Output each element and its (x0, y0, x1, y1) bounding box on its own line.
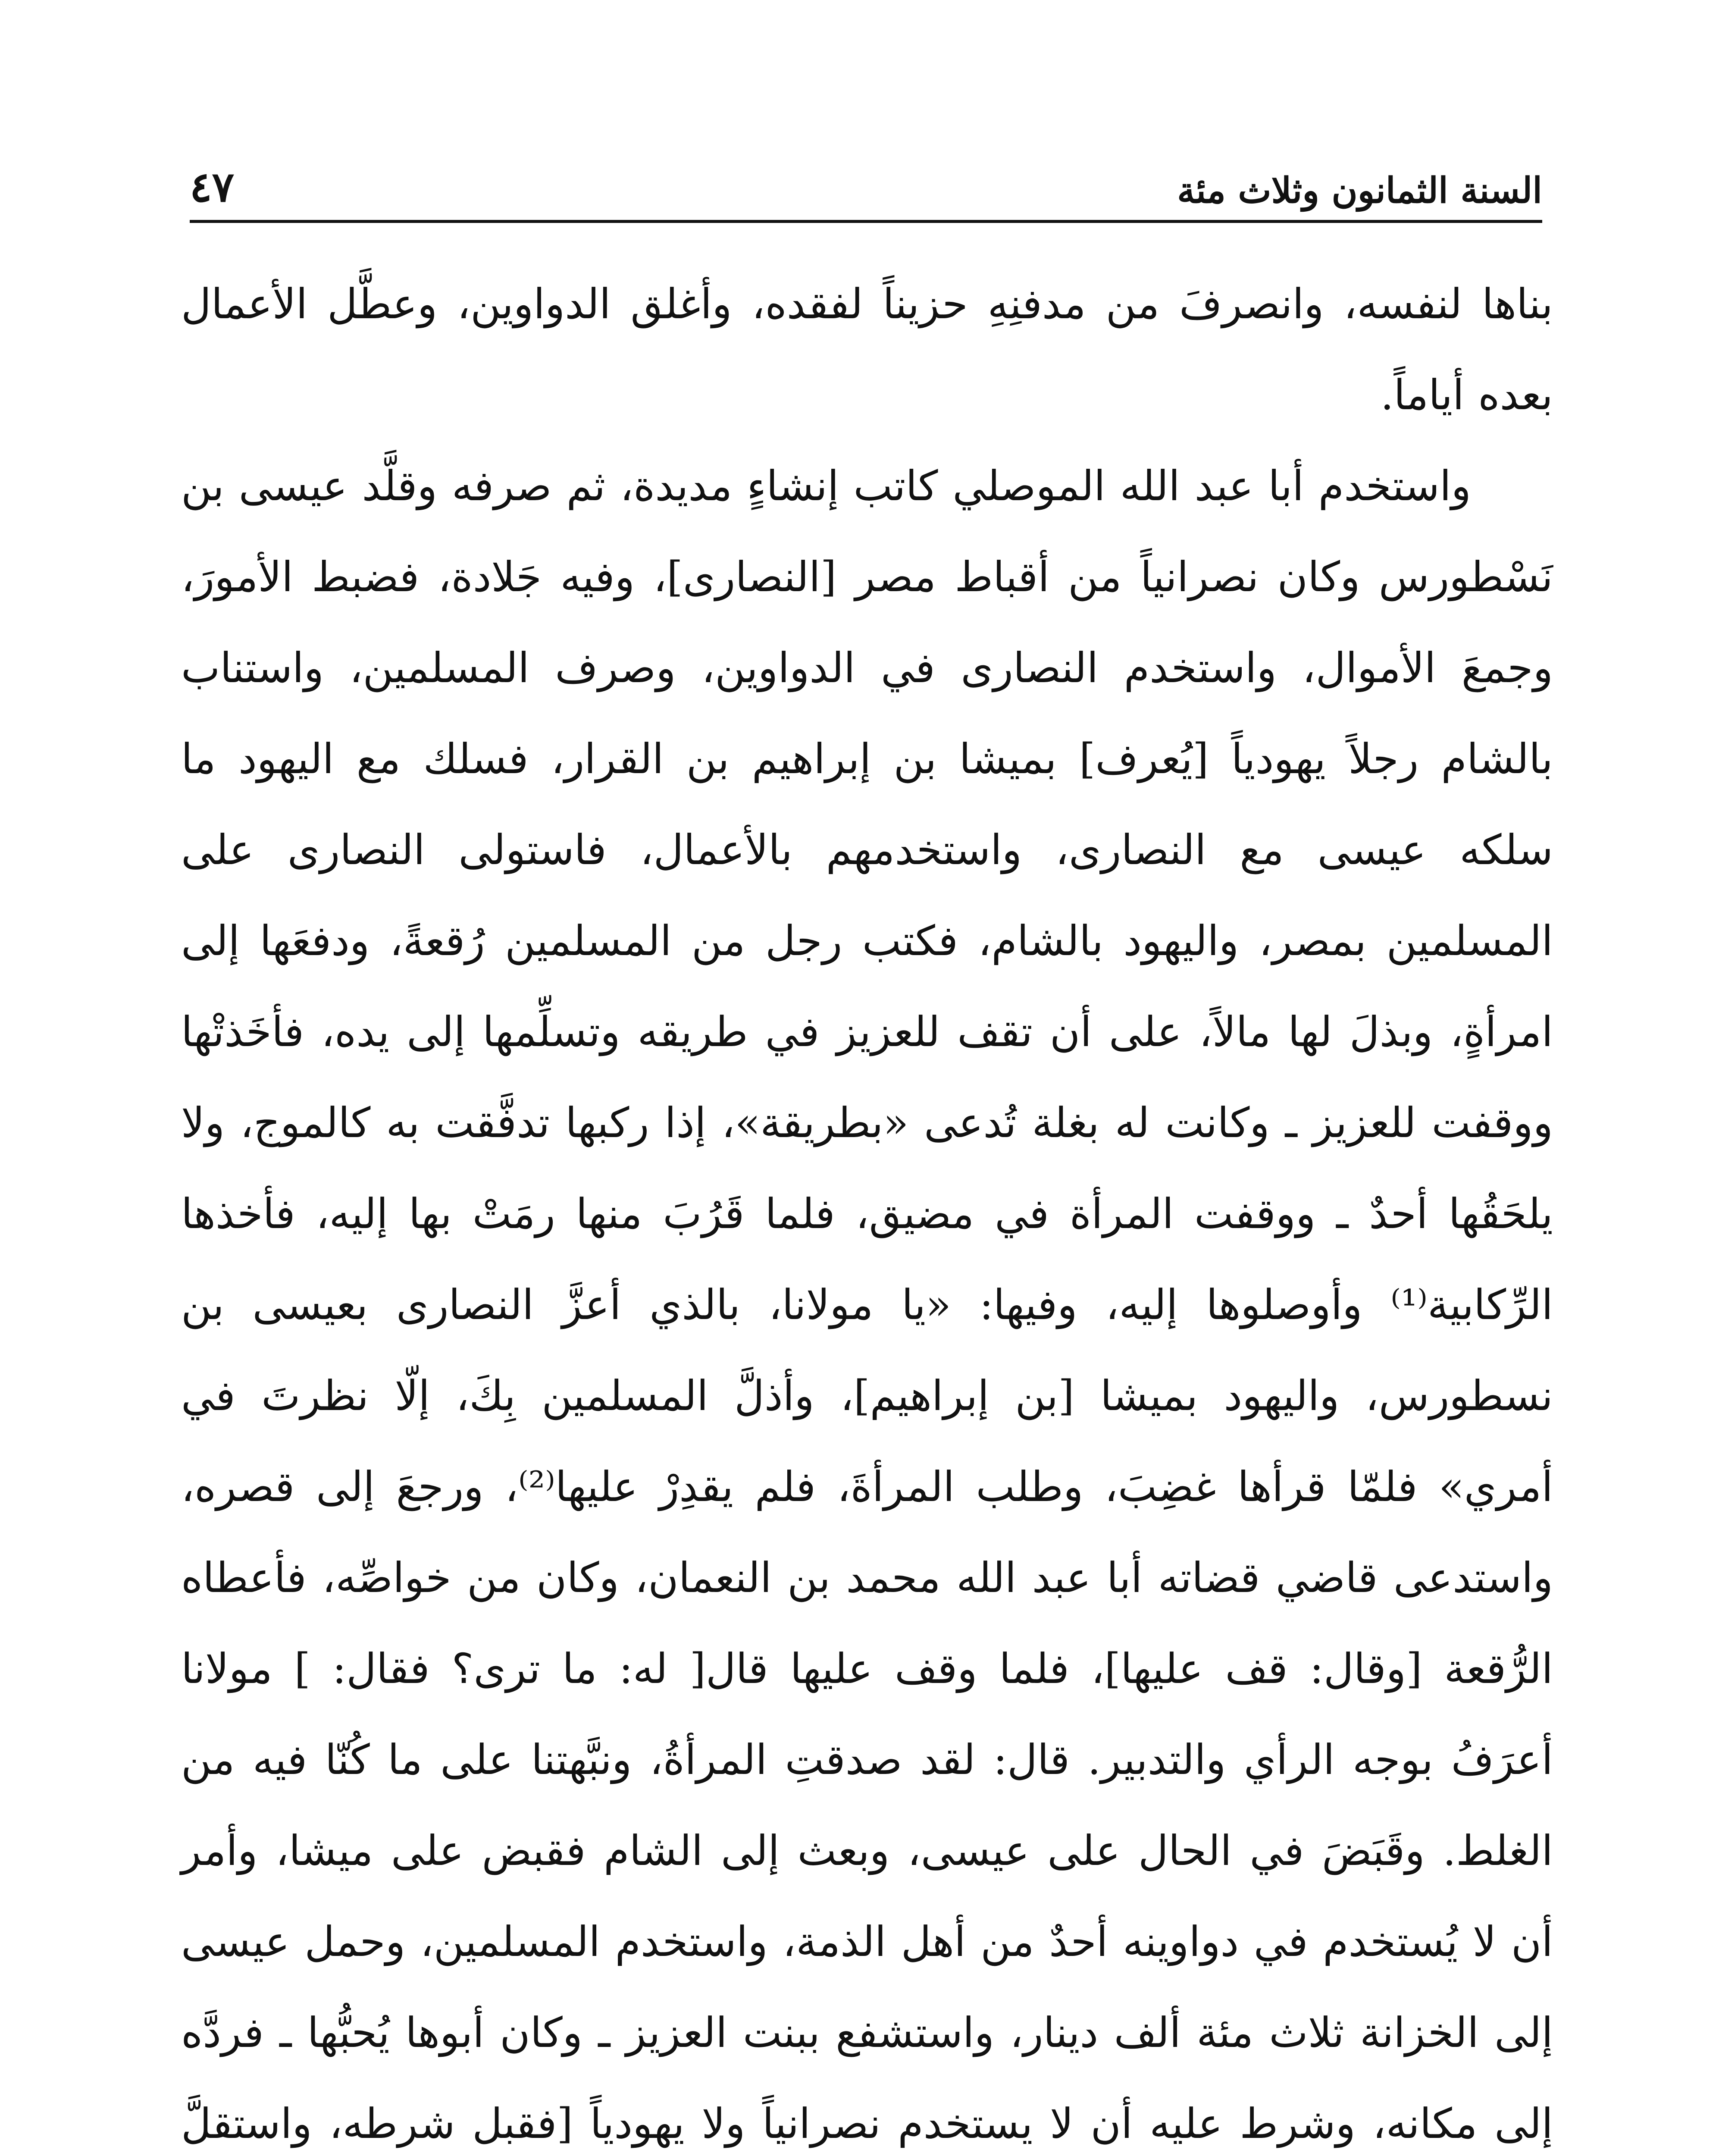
page-number: ٤٧ (190, 163, 235, 211)
page-header (190, 160, 1542, 223)
paragraph: بناها لنفسه، وانصرفَ من مدفنِهِ حزيناً لفقده، وأغلق الدواوين، وعطَّل الأعمال بعده أياماً. (181, 280, 1553, 419)
main-text (181, 259, 1553, 2156)
running-title: السنة الثمانون وثلاث مئة (1177, 170, 1542, 211)
paragraph: واستخدم أبا عبد الله الموصلي كاتب إنشاءٍ مديدة، ثم صرفه وقلَّد عيسى بن نَسْطورس وكان نصرانياً من أقباط مصر [النصارى]، وفيه جَلادة، فضبط الأمورَ، وجمعَ الأموال، واستخدم النصارى في الدواوين، وصرف المسلمين، واستناب بالشام رجلاً يهودياً [يُعرف] بميشا بن إبراهيم بن القرار، فسلك مع اليهود ما سلكه عيسى مع النصارى، واستخدمهم بالأعمال، فاستولى النصارى على المسلمين بمصر، واليهود بالشام، فكتب رجل من المسلمين رُقعةً، ودفعَها إلى امرأةٍ، وبذلَ لها مالاً، على أن تقف للعزيز في طريقه وتسلِّمها إلى يده، فأخَذتْها ووقفت للعزيز ـ وكانت له بغلة تُدعى «بطريقة»، إذا ركبها تدفَّقت به كالموج، ولا يلحَقُها أحدٌ ـ ووقفت المرأة في مضيق، فلما قَرُبَ منها رمَتْ بها إليه، فأخذها الرِّكابية⁽¹⁾ وأوصلوها إليه، وفيها: «يا مولانا، بالذي أعزَّ النصارى بعيسى بن نسطورس، واليهود بميشا [بن إبراهيم]، وأذلَّ المسلمين بِكَ، إلّا نظرتَ في أمري» فلمّا قرأها غضِبَ، وطلب المرأةَ، فلم يقدِرْ عليها⁽²⁾، ورجعَ إلى قصره، واستدعى قاضي قضاته أبا عبد الله محمد بن النعمان، وكان من خواصِّه، فأعطاه الرُّقعة [وقال: قف عليها]، فلما وقف عليها قال[ له: ما ترى؟ فقال: ] مولانا أعرَفُ بوجه الرأي والتدبير. قال: لقد صدقتِ المرأةُ، ونبَّهتنا على ما كُنّا فيه من الغلط. وقَبَضَ في الحال على عيسى، وبعث إلى الشام فقبض على ميشا، وأمر أن لا يُستخدم في دواوينه أحدٌ من أهل الذمة، واستخدم المسلمين، وحمل عيسى إلى الخزانة ثلاث مئة ألف دينار، واستشفع ببنت العزيز ـ وكان أبوها يُحبُّها ـ فردَّه إلى مكانه، وشرط عليه أن لا يستخدم نصرانياً ولا يهودياً [فقبل شرطه، واستقلَّ (181, 462, 1553, 2148)
